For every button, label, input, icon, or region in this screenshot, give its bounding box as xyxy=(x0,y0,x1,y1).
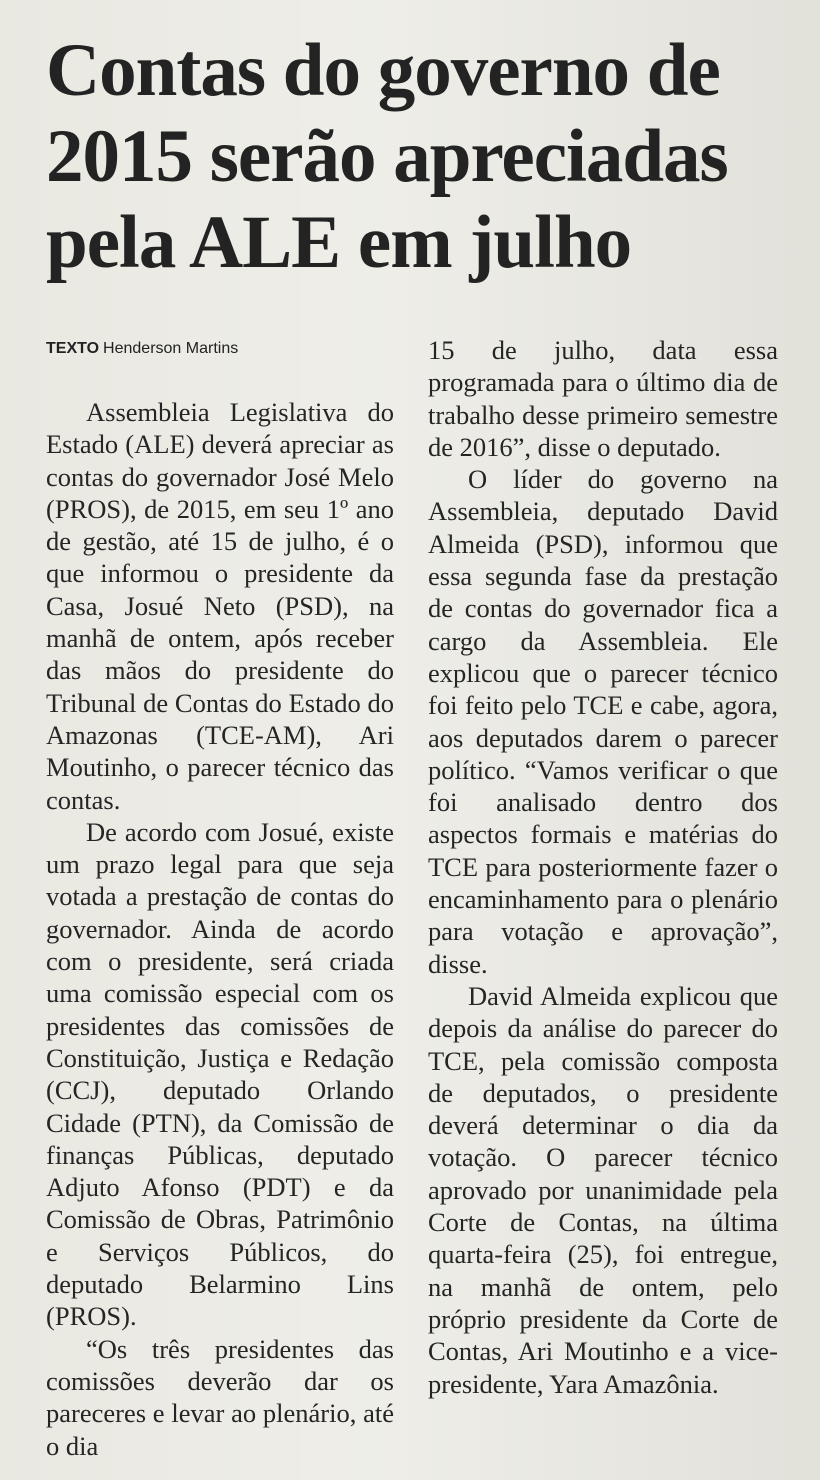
article-column-right xyxy=(428,334,778,1400)
byline xyxy=(46,338,406,360)
headline: Contas do governo de 2015 serão apreciadas pela ALE em julho xyxy=(46,29,728,284)
paragraph: O líder do governo na Assembleia, deputado David Almeida (PSD), informou que essa segunda fase da prestação de contas do governador fica a cargo da Assembleia. Ele explicou que o parecer técnico foi feito pelo TCE e cabe, agora, aos deputados darem o parecer político. “Vamos verificar o que foi analisado dentro dos aspectos formais e matérias do TCE para posteriormente fazer o encaminhamento para o plenário para votação e aprovação”, disse. xyxy=(428,464,778,979)
byline-label: TEXTO xyxy=(46,340,100,357)
paragraph: “Os três presidentes das comissões deverão dar os pareceres e levar ao plenário, até o dia xyxy=(46,1333,394,1461)
paragraph: David Almeida explicou que depois da análise do parecer do TCE, pela comissão composta de deputados, o presidente deverá determinar o dia da votação. O parecer técnico aprovado por unanimidade pela Corte de Contas, na última quarta-feira (25), foi entregue, na manhã de ontem, pelo próprio presidente da Corte de Contas, Ari Moutinho e a vice-presidente, Yara Amazônia. xyxy=(428,980,778,1399)
paragraph: Assembleia Legislativa do Estado (ALE) deverá apreciar as contas do governador José Melo (PROS), de 2015, em seu 1º ano de gestão, até 15 de julho, é o que informou o presidente da Casa, Josué Neto (PSD), na manhã de ontem, após receber das mãos do presidente do Tribunal de Contas do Estado do Amazonas (TCE-AM), Ari Moutinho, o parecer técnico das contas. xyxy=(46,397,394,815)
paragraph: 15 de julho, data essa programada para o último dia de trabalho desse primeiro semestre de 2016”, disse o deputado. xyxy=(428,335,778,462)
article-column-left xyxy=(46,396,394,1462)
paragraph: De acordo com Josué, existe um prazo legal para que seja votada a prestação de contas do governador. Ainda de acordo com o presidente, será criada uma comissão especial com os presidentes das comissões de Constituição, Justiça e Redação (CCJ), deputado Orlando Cidade (PTN), da Comissão de finanças Públicas, deputado Adjuto Afonso (PDT) e da Comissão de Obras, Patrimônio e Serviços Públicos, do deputado Belarmino Lins (PROS). xyxy=(46,816,394,1332)
byline-author: Henderson Martins xyxy=(103,340,239,357)
